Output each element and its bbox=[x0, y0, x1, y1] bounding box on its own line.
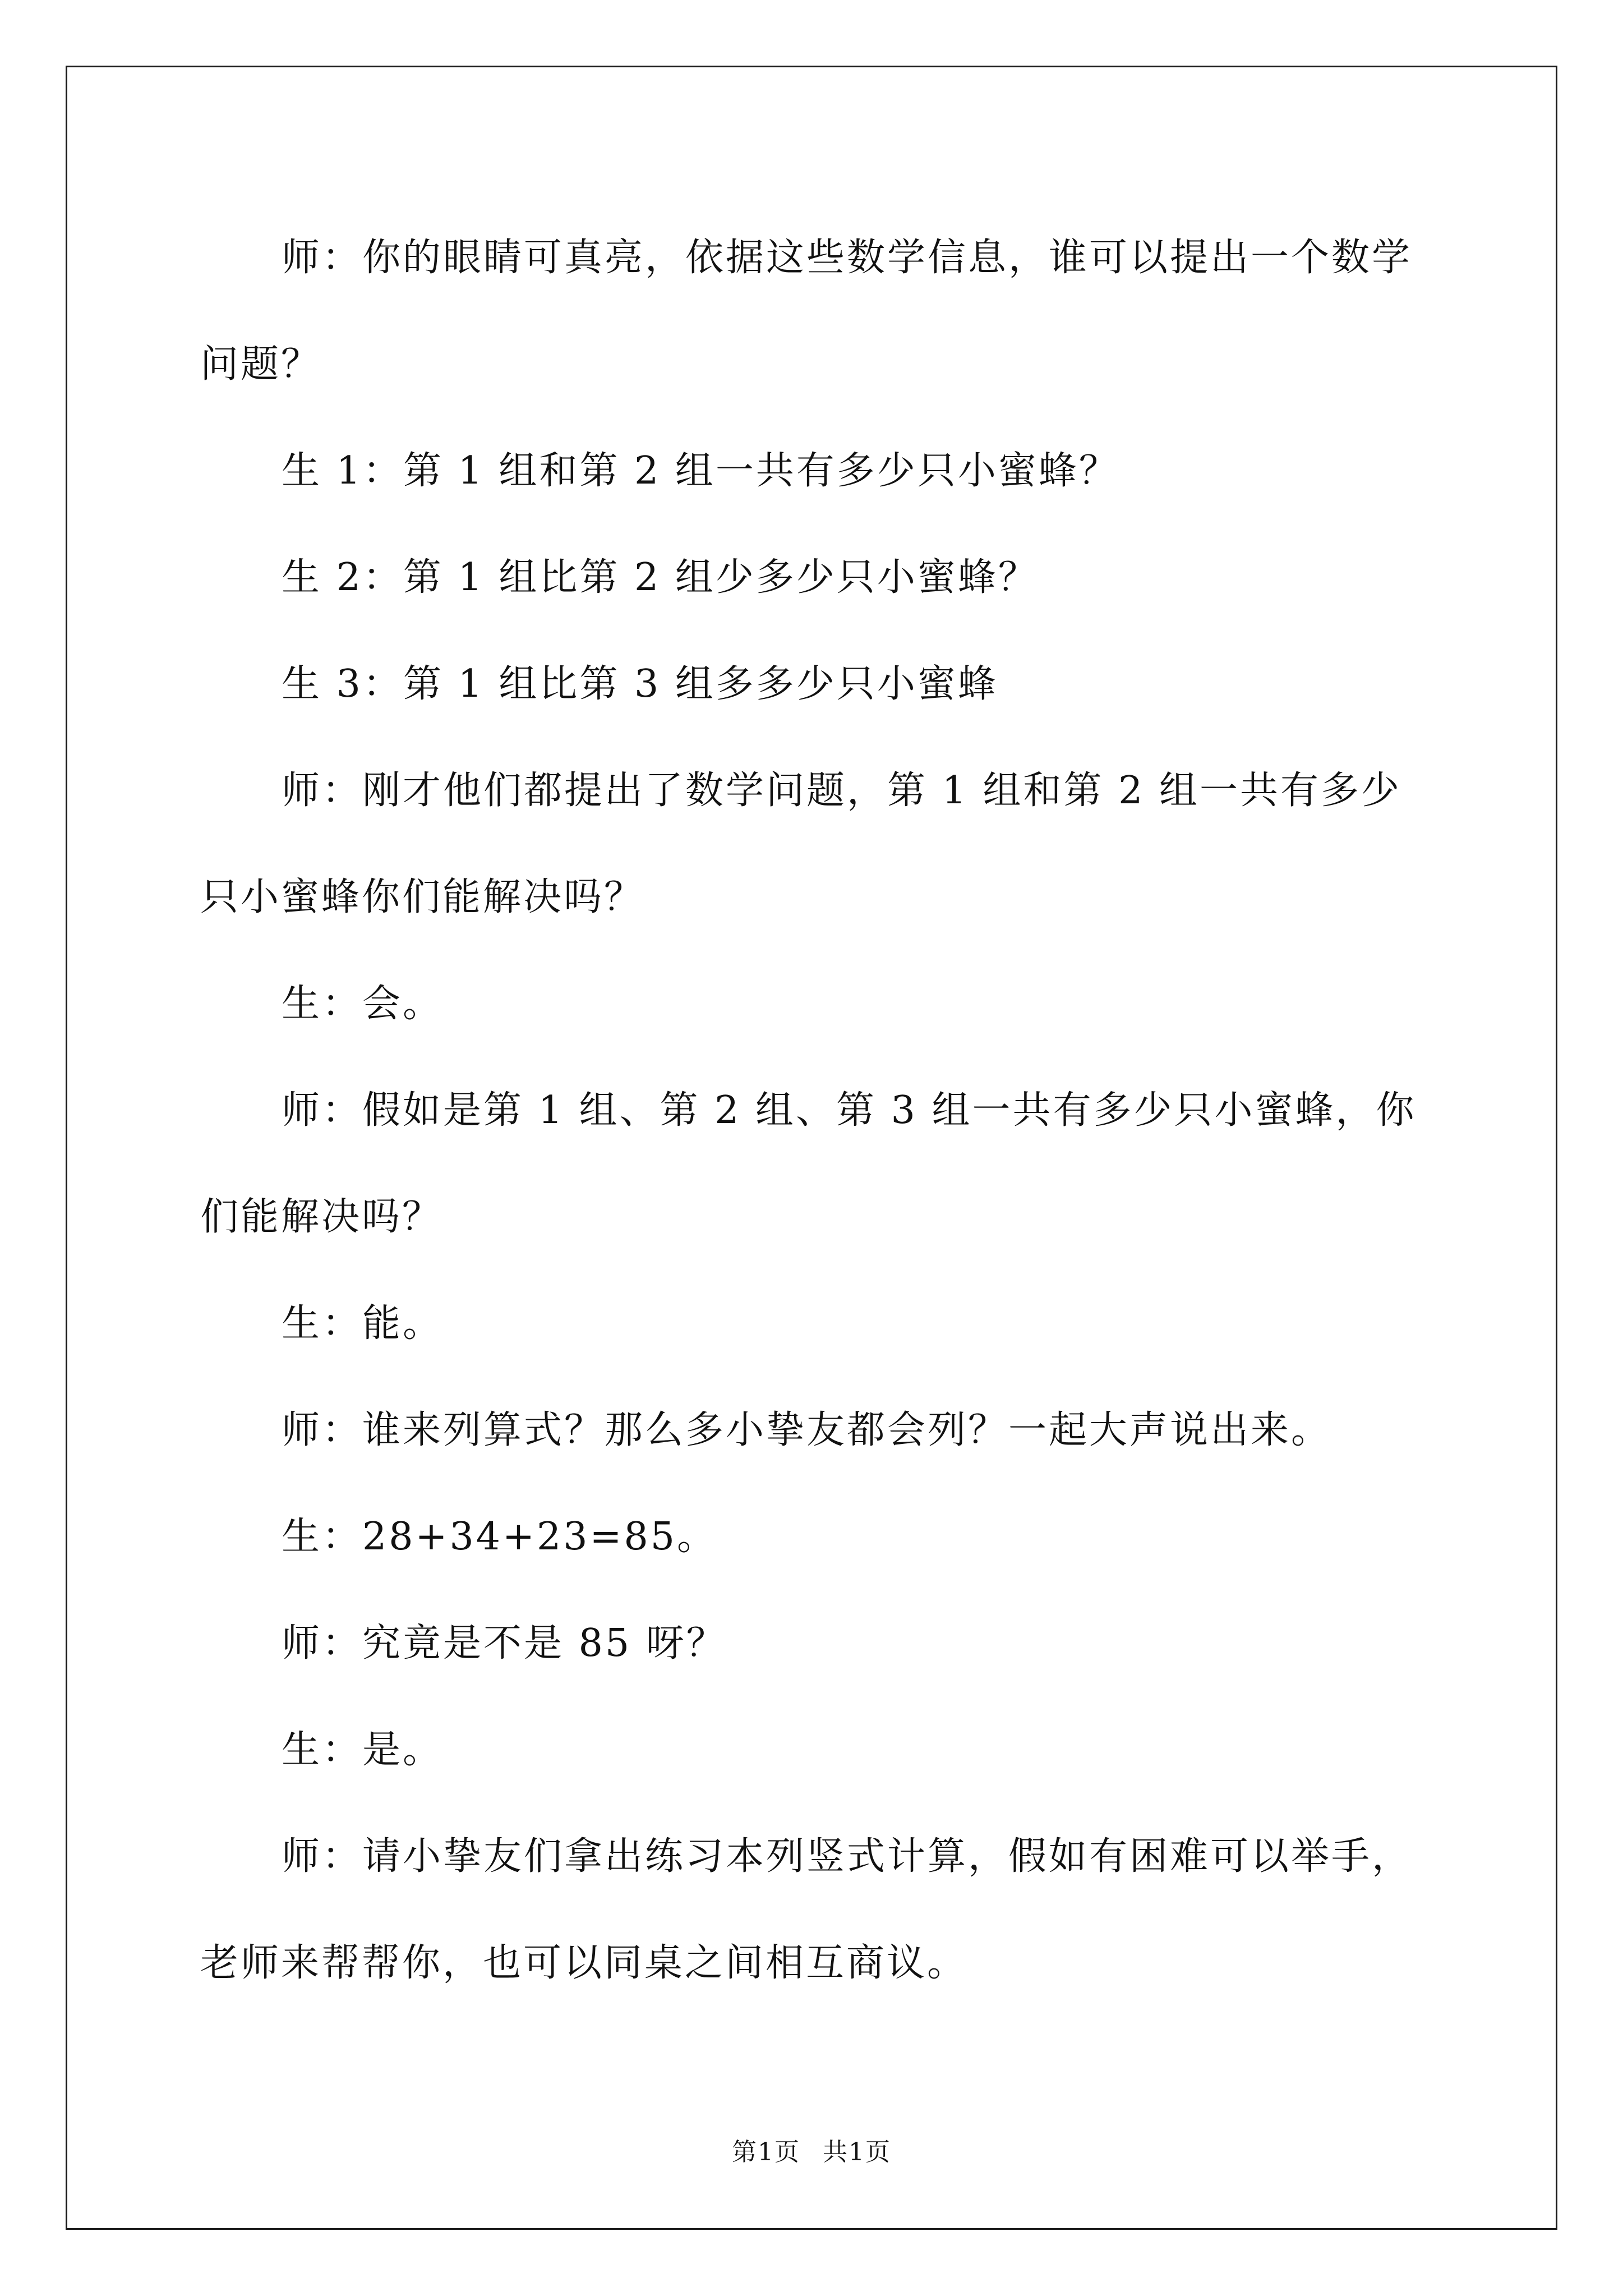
page-number-total: 共1页 bbox=[823, 2138, 891, 2166]
paragraph: 师：请小挚友们拿出练习本列竖式计算，假如有困难可以举手，老师来帮帮你，也可以同桌之间相互商议。 bbox=[200, 1834, 1413, 1985]
paragraph: 师：究竟是不是 85 呀？ bbox=[282, 1621, 727, 1665]
paragraph: 生：会。 bbox=[282, 982, 444, 1026]
page-footer bbox=[0, 2132, 1623, 2168]
paragraph: 师：刚才他们都提出了数学问题，第 1 组和第 2 组一共有多少只小蜜蜂你们能解决吗？ bbox=[200, 769, 1401, 919]
paragraph: 生 1：第 1 组和第 2 组一共有多少只小蜜蜂？ bbox=[282, 449, 1119, 493]
paragraph: 生：28+34+23=85。 bbox=[282, 1515, 718, 1559]
paragraph: 师：你的眼睛可真亮，依据这些数学信息，谁可以提出一个数学问题？ bbox=[200, 236, 1413, 386]
paragraph: 生 2：第 1 组比第 2 组少多少只小蜜蜂？ bbox=[282, 555, 1039, 600]
paragraph: 生：是。 bbox=[282, 1728, 444, 1772]
paragraph: 生：能。 bbox=[282, 1301, 444, 1346]
paragraph: 师：假如是第 1 组、第 2 组、第 3 组一共有多少只小蜜蜂，你们能解决吗？ bbox=[200, 1088, 1417, 1239]
document-body bbox=[200, 205, 1428, 2017]
page-number-current: 第1页 bbox=[732, 2138, 800, 2166]
paragraph: 生 3：第 1 组比第 3 组多多少只小蜜蜂 bbox=[282, 662, 998, 706]
paragraph: 师：谁来列算式？那么多小挚友都会列？一起大声说出来。 bbox=[282, 1408, 1332, 1452]
